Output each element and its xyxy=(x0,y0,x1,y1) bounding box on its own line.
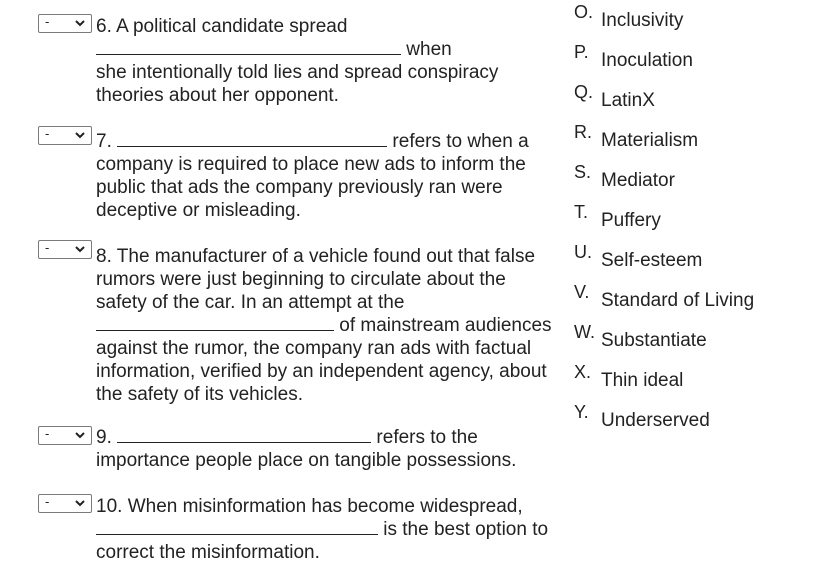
question-text-7 xyxy=(96,130,529,222)
question-line: the safety of its vehicles. xyxy=(96,384,303,405)
select-value: - xyxy=(45,126,50,141)
question-line: 9. refers to the xyxy=(96,427,478,448)
answer-blank xyxy=(96,38,401,55)
question-line: 10. When misinformation has become widespread, xyxy=(96,496,523,517)
question-line: theories about her opponent. xyxy=(96,85,339,106)
answer-blank xyxy=(96,314,334,331)
question-text-8 xyxy=(96,245,552,406)
chevron-down-icon xyxy=(73,16,87,30)
question-line: of mainstream audiences xyxy=(96,314,552,337)
select-value: - xyxy=(45,14,50,29)
question-line: 6. A political candidate spread xyxy=(96,16,348,37)
answer-select-9[interactable] xyxy=(38,426,92,445)
chevron-down-icon xyxy=(73,128,87,142)
select-value: - xyxy=(45,494,50,509)
question-line: public that ads the company previously ran were xyxy=(96,177,503,198)
question-line: correct the misinformation. xyxy=(96,542,320,563)
question-line: 8. The manufacturer of a vehicle found out that false xyxy=(96,246,536,267)
question-line: company is required to place new ads to inform the xyxy=(96,154,526,175)
answer-select-7[interactable] xyxy=(38,126,92,145)
answer-select-8[interactable] xyxy=(38,240,92,259)
question-line: deceptive or misleading. xyxy=(96,200,301,221)
question-text-10 xyxy=(96,495,548,564)
question-line: against the rumor, the company ran ads with factual xyxy=(96,338,532,359)
chevron-down-icon xyxy=(73,242,87,256)
question-line: rumors were just beginning to circulate about the xyxy=(96,269,506,290)
question-line: she intentionally told lies and spread conspiracy xyxy=(96,62,499,83)
select-value: - xyxy=(45,240,50,255)
answer-blank xyxy=(117,130,387,147)
question-line: is the best option to xyxy=(96,518,548,541)
select-value: - xyxy=(45,426,50,441)
chevron-down-icon xyxy=(73,428,87,442)
question-text-6 xyxy=(96,15,498,107)
question-line: importance people place on tangible possessions. xyxy=(96,450,517,471)
chevron-down-icon xyxy=(73,496,87,510)
question-line: when xyxy=(96,38,498,61)
question-line: information, verified by an independent agency, about xyxy=(96,361,547,382)
answer-blank xyxy=(117,426,371,443)
question-text-9 xyxy=(96,426,516,472)
question-line: 7. refers to when a xyxy=(96,131,529,152)
answer-select-10[interactable] xyxy=(38,494,92,513)
answer-select-6[interactable] xyxy=(38,14,92,33)
answer-blank xyxy=(96,518,378,535)
question-line: safety of the car. In an attempt at the xyxy=(96,292,405,313)
